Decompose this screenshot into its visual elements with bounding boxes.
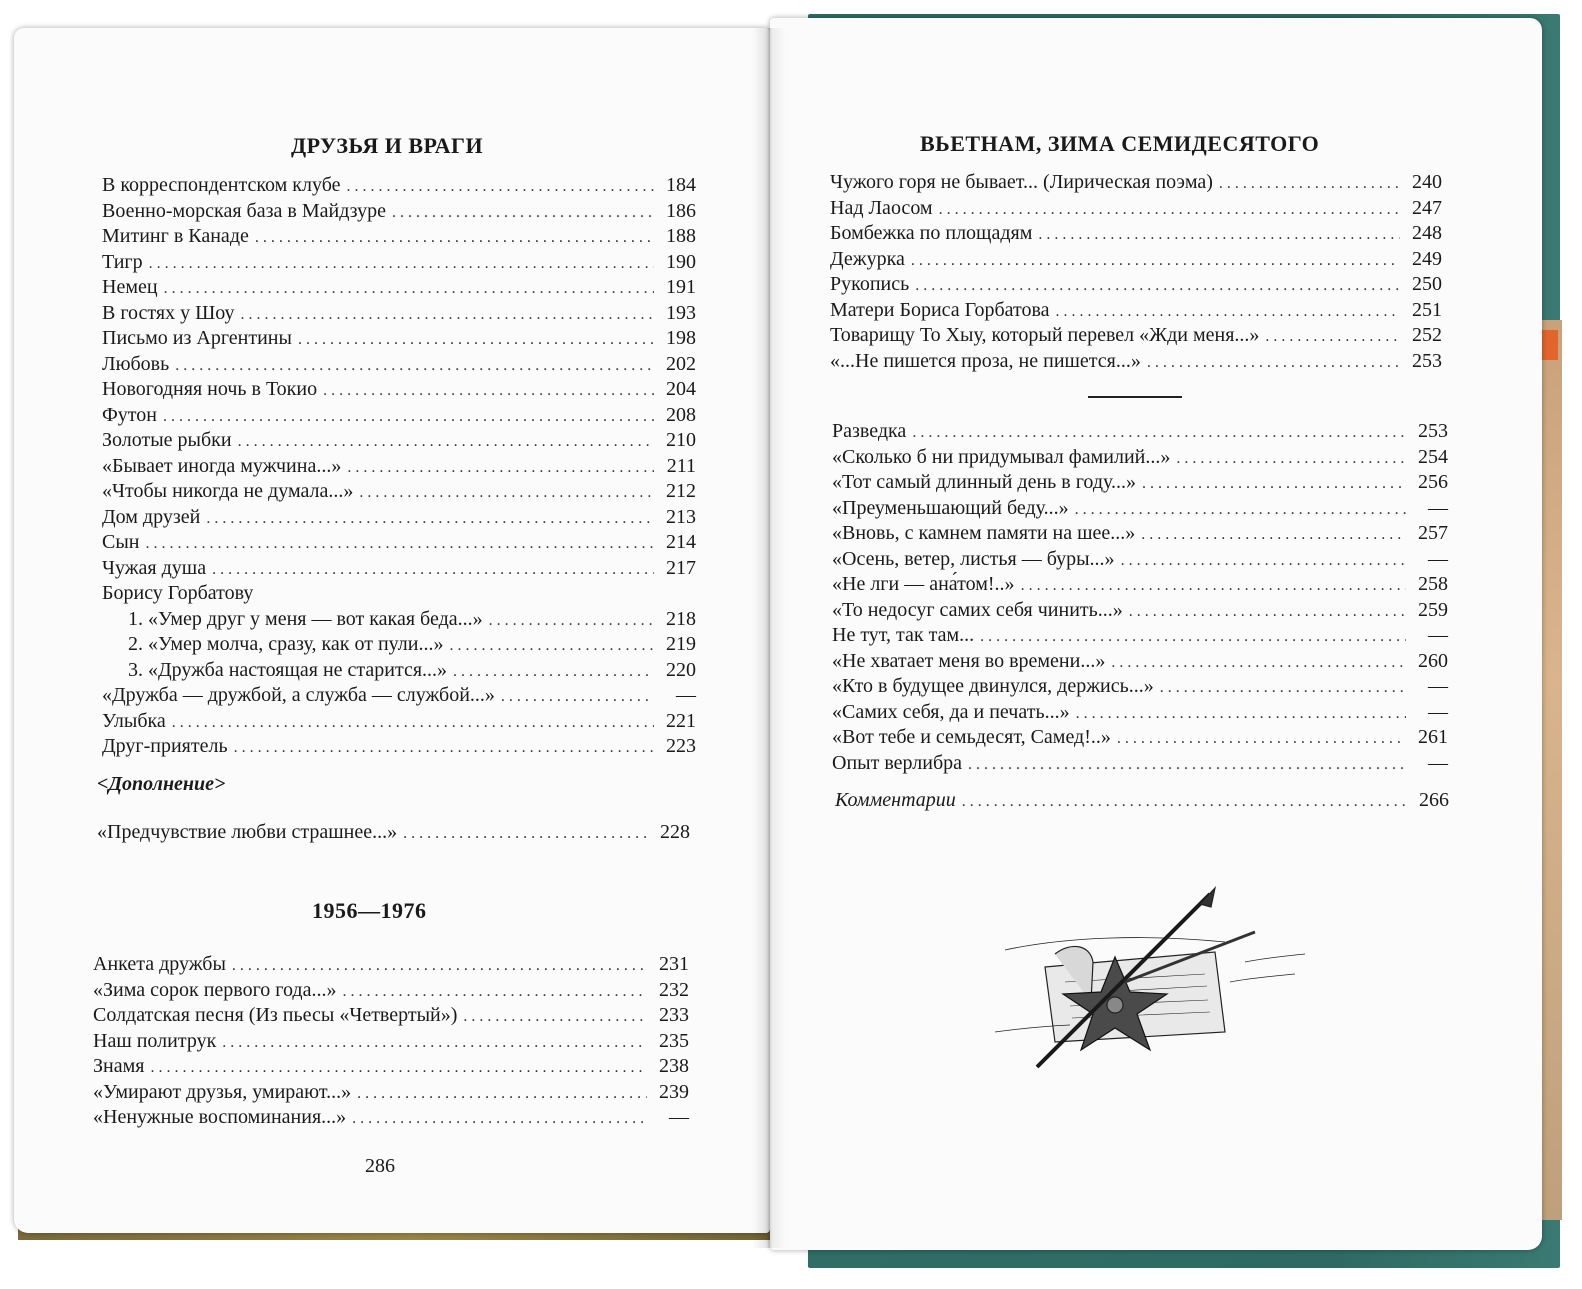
toc-entry-title: Тигр <box>102 250 143 273</box>
toc-entry-page: 252 <box>1412 324 1442 346</box>
section-title: ДРУЗЬЯ И ВРАГИ <box>291 133 484 158</box>
leader-dots <box>359 480 654 506</box>
toc-entry <box>830 247 1442 273</box>
toc-entry-title: «Не хватает меня во времени...» <box>832 649 1106 672</box>
toc-entry-title: Опыт верлибра <box>832 751 962 774</box>
toc-entry-page: 235 <box>659 1029 689 1052</box>
leader-dots <box>255 225 654 251</box>
toc-entry-title: Знамя <box>93 1055 145 1077</box>
toc-entry <box>102 224 696 250</box>
toc-entry-title: «Сколько б ни придумывал фамилий...» <box>832 445 1171 468</box>
leader-dots <box>453 659 654 685</box>
toc-entry-page: 202 <box>666 352 696 375</box>
toc-entry-page: 239 <box>659 1080 689 1103</box>
toc-entry-title: 2. «Умер молча, сразу, как от пули...» <box>128 633 444 655</box>
leader-dots <box>149 251 654 277</box>
toc-entry-title: В гостях у Шоу <box>102 301 235 324</box>
toc-entry-title: Не тут, так там... <box>832 624 975 646</box>
toc-entry <box>832 496 1448 522</box>
leader-dots <box>403 821 648 847</box>
toc-entry <box>93 1080 689 1106</box>
cover-edge-accent <box>1540 330 1558 360</box>
toc-entry-page: 186 <box>666 199 696 222</box>
toc-entry-title: Немец <box>102 276 158 298</box>
toc-entry-title: «Самих себя, да и печать...» <box>832 700 1070 723</box>
leader-dots <box>323 378 654 404</box>
leader-dots <box>939 197 1400 223</box>
toc-entry-page: 253 <box>1412 349 1442 372</box>
toc-entry-title: «Бывает иногда мужчина...» <box>102 454 342 477</box>
toc-entry <box>830 298 1442 324</box>
toc-entry <box>830 170 1442 196</box>
leader-dots <box>352 1106 647 1132</box>
leader-dots <box>463 1004 647 1030</box>
toc-entry-page: 250 <box>1412 273 1442 295</box>
leader-dots <box>343 979 648 1005</box>
toc-entry-page: 198 <box>666 327 696 349</box>
toc-entry-page: 258 <box>1418 573 1448 595</box>
toc-entry-title: Дежурка <box>830 247 905 270</box>
toc-entry <box>102 377 696 403</box>
toc-list <box>835 788 1449 814</box>
leader-dots <box>347 455 654 481</box>
leader-dots <box>1075 497 1406 523</box>
toc-entry-page: — <box>1428 675 1448 697</box>
toc-entry <box>102 352 696 378</box>
toc-entry-page: 211 <box>666 454 696 477</box>
leader-dots <box>449 633 654 659</box>
toc-entry <box>102 428 696 454</box>
leader-dots <box>241 302 654 328</box>
toc-entry <box>102 479 696 505</box>
toc-entry-title: Любовь <box>102 352 170 375</box>
toc-entry-page: 208 <box>666 403 696 426</box>
toc-entry <box>102 658 696 684</box>
toc-entry <box>832 572 1448 598</box>
toc-entry-page: — <box>1428 624 1448 646</box>
toc-entry-title: «Тот самый длинный день в году...» <box>832 471 1137 493</box>
toc-entry-page: 219 <box>666 633 696 655</box>
leader-dots <box>1176 446 1406 472</box>
toc-entry <box>832 470 1448 496</box>
leader-dots <box>1141 522 1406 548</box>
toc-entry-title: «...Не пишется проза, не пишется...» <box>830 349 1141 372</box>
toc-entry-page: 220 <box>666 658 696 681</box>
toc-entry-page: — <box>1428 547 1448 570</box>
toc-entry-page: 213 <box>666 505 696 528</box>
toc-entry-page: 232 <box>659 978 689 1001</box>
toc-entry-title: «Чтобы никогда не думала...» <box>102 480 354 502</box>
toc-entry-page: 259 <box>1418 598 1448 621</box>
leader-dots <box>163 404 654 430</box>
toc-entry-title: «Не лги — ана́том!..» <box>832 573 1015 595</box>
toc-entry <box>102 556 696 582</box>
toc-entry <box>93 1105 689 1131</box>
toc-entry-page: 248 <box>1412 222 1442 244</box>
toc-entry-page: 257 <box>1418 522 1448 544</box>
leader-dots <box>232 953 647 979</box>
toc-entry-title: Товарищу То Хыу, который перевел «Жди меня...» <box>830 324 1260 346</box>
toc-entry-title: Солдатская песня (Из пьесы «Четвертый») <box>93 1004 458 1026</box>
leader-dots <box>150 1055 647 1081</box>
leader-dots <box>968 752 1406 778</box>
toc-entry <box>832 419 1448 445</box>
toc-entry-page: 190 <box>666 250 696 273</box>
toc-entry-title: «Осень, ветер, листья — буры...» <box>832 547 1115 570</box>
toc-entry <box>102 581 696 607</box>
toc-entry-page: — <box>1428 496 1448 519</box>
cover-edge <box>1540 320 1562 1220</box>
toc-entry-page: — <box>669 1106 689 1128</box>
leader-dots <box>234 735 654 761</box>
toc-entry-page: 251 <box>1412 298 1442 321</box>
toc-entry-page: 191 <box>666 276 696 298</box>
toc-entry-page: 193 <box>666 301 696 324</box>
toc-entry <box>102 632 696 658</box>
leader-dots <box>1038 222 1400 248</box>
toc-entry-title: В корреспондентском клубе <box>102 174 341 196</box>
toc-entry-title: Новогодняя ночь в Токио <box>102 378 318 400</box>
leader-dots <box>175 353 654 379</box>
toc-entry <box>830 349 1442 375</box>
toc-entry-title: Чужого горя не бывает... (Лирическая поэма) <box>830 171 1213 193</box>
toc-entry-title: «Зима сорок первого года...» <box>93 978 337 1001</box>
toc-entry <box>830 272 1442 298</box>
toc-entry-title: Борису Горбатову <box>102 582 254 604</box>
leader-dots <box>357 1081 647 1107</box>
toc-entry-page: 210 <box>666 429 696 451</box>
leader-dots <box>489 608 654 634</box>
toc-entry-page: 260 <box>1418 649 1448 672</box>
toc-entry <box>102 301 696 327</box>
toc-entry-title: Бомбежка по площадям <box>830 222 1033 244</box>
leader-dots <box>1142 471 1406 497</box>
leader-dots <box>915 273 1400 299</box>
toc-entry-page: 254 <box>1418 445 1448 468</box>
toc-entry <box>832 623 1448 649</box>
toc-entry <box>832 725 1448 751</box>
toc-entry-page: 221 <box>666 709 696 732</box>
toc-entry <box>102 683 696 709</box>
pen-star-manuscript-drawing <box>975 882 1320 1072</box>
toc-entry-title: Разведка <box>832 420 907 442</box>
toc-entry-title: «Умирают друзья, умирают...» <box>93 1080 352 1103</box>
toc-entry-title: «Вот тебе и семьдесят, Самед!..» <box>832 726 1111 748</box>
toc-entry-title: Сын <box>102 531 140 553</box>
toc-entry-title: Друг-приятель <box>102 735 228 757</box>
toc-entry-page: 214 <box>666 531 696 553</box>
page-number: 286 <box>365 1155 395 1177</box>
supplement-label: <Дополнение> <box>97 773 226 795</box>
toc-entry <box>832 598 1448 624</box>
toc-entry-page: 184 <box>666 174 696 196</box>
toc-entry <box>102 403 696 429</box>
toc-entry-title: Матери Бориса Горбатова <box>830 298 1050 321</box>
leader-dots <box>1117 726 1406 752</box>
toc-entry <box>93 952 689 978</box>
toc-entry-title: Рукопись <box>830 273 910 295</box>
leader-dots <box>145 531 654 557</box>
toc-entry-title: Письмо из Аргентины <box>102 327 292 349</box>
toc-entry <box>93 1054 689 1080</box>
leader-dots <box>1121 548 1406 574</box>
toc-entry-title: 1. «Умер друг у меня — вот какая беда...» <box>128 607 483 630</box>
toc-entry <box>102 530 696 556</box>
toc-entry <box>832 649 1448 675</box>
toc-entry <box>102 199 696 225</box>
toc-entry-title: «Дружба — дружбой, а служба — службой...» <box>102 684 495 706</box>
toc-entry <box>102 454 696 480</box>
toc-entry-page: 261 <box>1418 726 1448 748</box>
toc-entry-page: 217 <box>666 556 696 579</box>
toc-entry-page: 249 <box>1412 247 1442 270</box>
toc-entry-title: «Преуменьшающий беду...» <box>832 496 1069 519</box>
leader-dots <box>238 429 654 455</box>
toc-entry-title: «Кто в будущее двинулся, держись...» <box>832 675 1154 697</box>
toc-entry-page: 223 <box>666 735 696 757</box>
leader-dots <box>1219 171 1400 197</box>
toc-list <box>830 170 1442 374</box>
toc-entry-title: Золотые рыбки <box>102 429 232 451</box>
section-title: 1956—1976 <box>312 898 427 923</box>
toc-entry-page: 212 <box>666 480 696 502</box>
toc-entry-title: Футон <box>102 403 157 426</box>
toc-entry <box>102 734 696 760</box>
toc-entry <box>102 173 696 199</box>
toc-entry-page: 204 <box>666 378 696 400</box>
toc-entry-title: 3. «Дружба настоящая не старится...» <box>128 658 448 681</box>
toc-list <box>832 419 1448 776</box>
toc-entry <box>93 1029 689 1055</box>
toc-list <box>93 952 689 1131</box>
leader-dots <box>911 248 1400 274</box>
toc-entry <box>102 505 696 531</box>
toc-entry-title: «То недосуг самих себя чинить...» <box>832 598 1123 621</box>
leader-dots <box>501 684 654 710</box>
toc-entry <box>830 196 1442 222</box>
toc-entry <box>832 700 1448 726</box>
leader-dots <box>980 624 1406 650</box>
toc-entry-page: 218 <box>666 607 696 630</box>
toc-entry <box>102 326 696 352</box>
toc-entry <box>832 674 1448 700</box>
toc-entry-page: 253 <box>1418 420 1448 442</box>
leader-dots <box>298 327 654 353</box>
toc-entry-title: Над Лаосом <box>830 196 933 219</box>
leader-dots <box>222 1030 647 1056</box>
toc-entry-title: «Вновь, с камнем памяти на шее...» <box>832 522 1136 544</box>
toc-list <box>97 820 690 846</box>
toc-entry-title: Митинг в Канаде <box>102 225 249 247</box>
toc-entry-page: — <box>676 684 696 706</box>
toc-entry <box>832 751 1448 777</box>
leader-dots <box>1265 324 1400 350</box>
commentary-page: 266 <box>1419 789 1449 811</box>
toc-entry-title: Улыбка <box>102 709 166 732</box>
toc-entry <box>102 607 696 633</box>
toc-entry-page: 233 <box>659 1004 689 1026</box>
leader-dots <box>1129 599 1406 625</box>
toc-entry-title: Дом друзей <box>102 505 201 528</box>
toc-entry-title: «Ненужные воспоминания...» <box>93 1106 347 1128</box>
toc-entry <box>830 221 1442 247</box>
leader-dots <box>912 420 1406 446</box>
leader-dots <box>172 710 654 736</box>
toc-entry-title: Анкета дружбы <box>93 953 226 975</box>
toc-entry <box>102 275 696 301</box>
toc-list <box>102 173 696 760</box>
leader-dots <box>164 276 654 302</box>
toc-entry <box>832 547 1448 573</box>
toc-entry-page: — <box>1428 751 1448 774</box>
leader-dots <box>1056 299 1400 325</box>
leader-dots <box>212 557 654 583</box>
leader-dots <box>1021 573 1406 599</box>
leader-dots <box>206 506 654 532</box>
section-divider <box>1088 396 1182 398</box>
toc-entry <box>97 820 690 846</box>
toc-entry <box>102 250 696 276</box>
leader-dots <box>962 789 1407 815</box>
leader-dots <box>1076 701 1406 727</box>
toc-entry <box>102 709 696 735</box>
toc-entry-page: 228 <box>660 821 690 843</box>
leader-dots <box>1160 675 1406 701</box>
toc-entry-title: Чужая душа <box>102 556 207 579</box>
toc-entry-title: Наш политрук <box>93 1029 217 1052</box>
leader-dots <box>1111 650 1406 676</box>
commentary-title: Комментарии <box>835 789 956 811</box>
leader-dots <box>1147 350 1400 376</box>
toc-entry <box>832 445 1448 471</box>
toc-entry-page: 240 <box>1412 171 1442 193</box>
toc-entry-page: 256 <box>1418 471 1448 493</box>
toc-entry <box>93 978 689 1004</box>
toc-entry-title: Военно-морская база в Майдзуре <box>102 199 386 222</box>
toc-entry <box>830 323 1442 349</box>
leader-dots <box>392 200 654 226</box>
section-title: ВЬЕТНАМ, ЗИМА СЕМИДЕСЯТОГО <box>920 131 1320 156</box>
toc-entry-page: 231 <box>659 953 689 975</box>
leader-dots <box>347 174 654 200</box>
toc-entry <box>832 521 1448 547</box>
toc-entry-title: «Предчувствие любви страшнее...» <box>97 821 398 843</box>
toc-entry <box>93 1003 689 1029</box>
toc-entry-page: 247 <box>1412 196 1442 219</box>
toc-entry-page: 188 <box>666 225 696 247</box>
commentary-entry <box>835 788 1449 814</box>
toc-entry-page: 238 <box>659 1055 689 1077</box>
toc-entry-page: — <box>1428 700 1448 723</box>
